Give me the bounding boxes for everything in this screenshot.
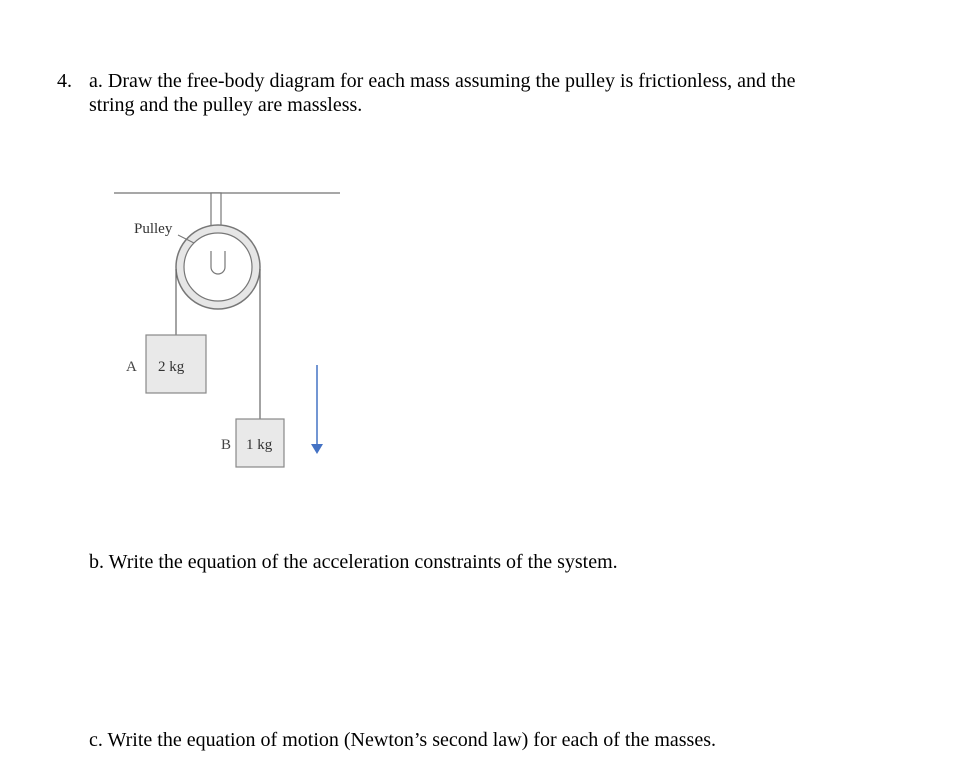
pulley-diagram — [110, 185, 350, 475]
pulley-diagram-svg — [110, 185, 350, 475]
mass-b-letter: B — [221, 437, 232, 453]
part-b-text: Write the equation of the acceleration constraints of the system. — [108, 551, 618, 573]
part-a-line2: string and the pulley are massless. — [89, 94, 363, 116]
part-b — [89, 550, 618, 574]
question-number: 4. — [57, 70, 72, 92]
mass-a-letter: A — [126, 359, 137, 375]
pulley-rim-inner — [184, 233, 252, 301]
acceleration-arrow-head — [311, 444, 323, 454]
part-a-label: a. — [89, 70, 103, 92]
pulley-label: Pulley — [134, 221, 173, 237]
part-b-label: b. — [89, 551, 104, 573]
part-c-label: c. — [89, 729, 103, 751]
part-c-text: Write the equation of motion (Newton’s second law) for each of the masses. — [107, 729, 716, 751]
part-a — [89, 69, 929, 117]
mass-b-value: 1 kg — [246, 437, 273, 453]
part-c — [89, 728, 716, 752]
mass-a-value: 2 kg — [158, 359, 185, 375]
part-a-line1: Draw the free-body diagram for each mass assuming the pulley is frictionless, and the — [107, 70, 796, 92]
